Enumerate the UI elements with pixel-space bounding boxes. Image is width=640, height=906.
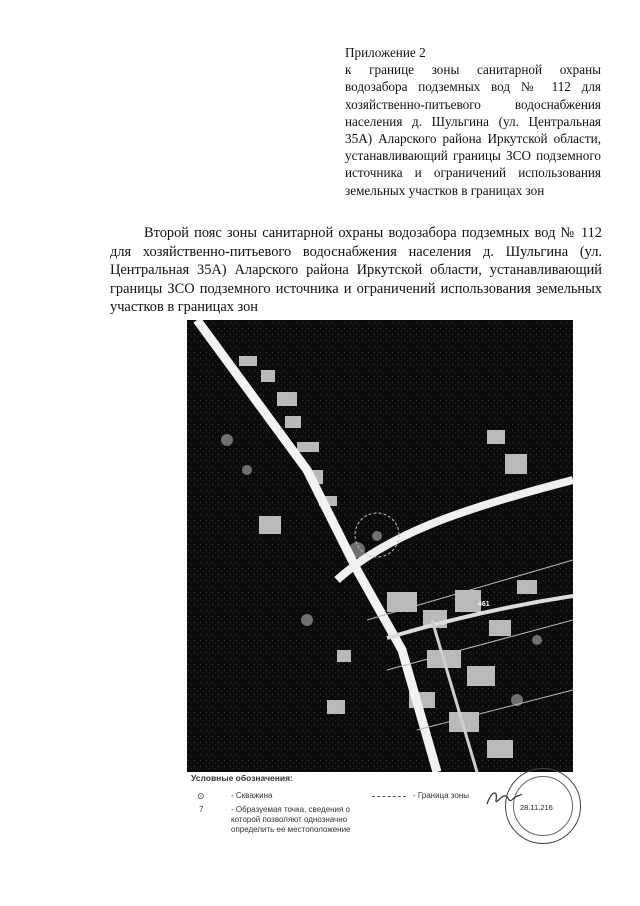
legend-point-label: - Образуемая точка, сведения о которой позволяют однозначно определить ее местоположение: [231, 805, 351, 834]
map-plot-number: 461: [478, 601, 490, 608]
document-heading-text: Второй пояс зоны санитарной охраны водозабора подземных вод № 112 для хозяйственно-питьевого водоснабжения населения д. Шульгина (ул. Центральная 35А) Аларского района Иркутской области, устанавливающий границы ЗСО подземного источника и ограничений использования земельных участков в границах зон: [110, 225, 602, 316]
legend-well-label: - Скважина: [231, 791, 273, 800]
annex-text: к границе зоны санитарной охраны водозабора подземных вод № 112 для хозяйственно-питьевого водоснабжения населения д. Шульгина (ул. Центральная 35А) Аларского района Иркутской области, устанавливающий границы ЗСО подземного источника и ограничений использования земельных участков в границах зон: [345, 62, 601, 198]
point-icon: 7: [199, 805, 204, 814]
zone-boundary-line-icon: [372, 796, 406, 797]
legend-title: Условные обозначения:: [191, 773, 293, 783]
satellite-map-image: [187, 320, 573, 772]
document-heading: [110, 224, 602, 317]
stamp-date: 28.11.216: [520, 803, 553, 812]
satellite-map: [187, 320, 573, 772]
annex-title: Приложение 2: [345, 45, 426, 60]
legend-zone-label: - Граница зоны: [413, 791, 470, 800]
annex-block: [345, 44, 601, 199]
signature-icon: [484, 786, 524, 810]
well-icon: ⊙: [197, 791, 205, 801]
